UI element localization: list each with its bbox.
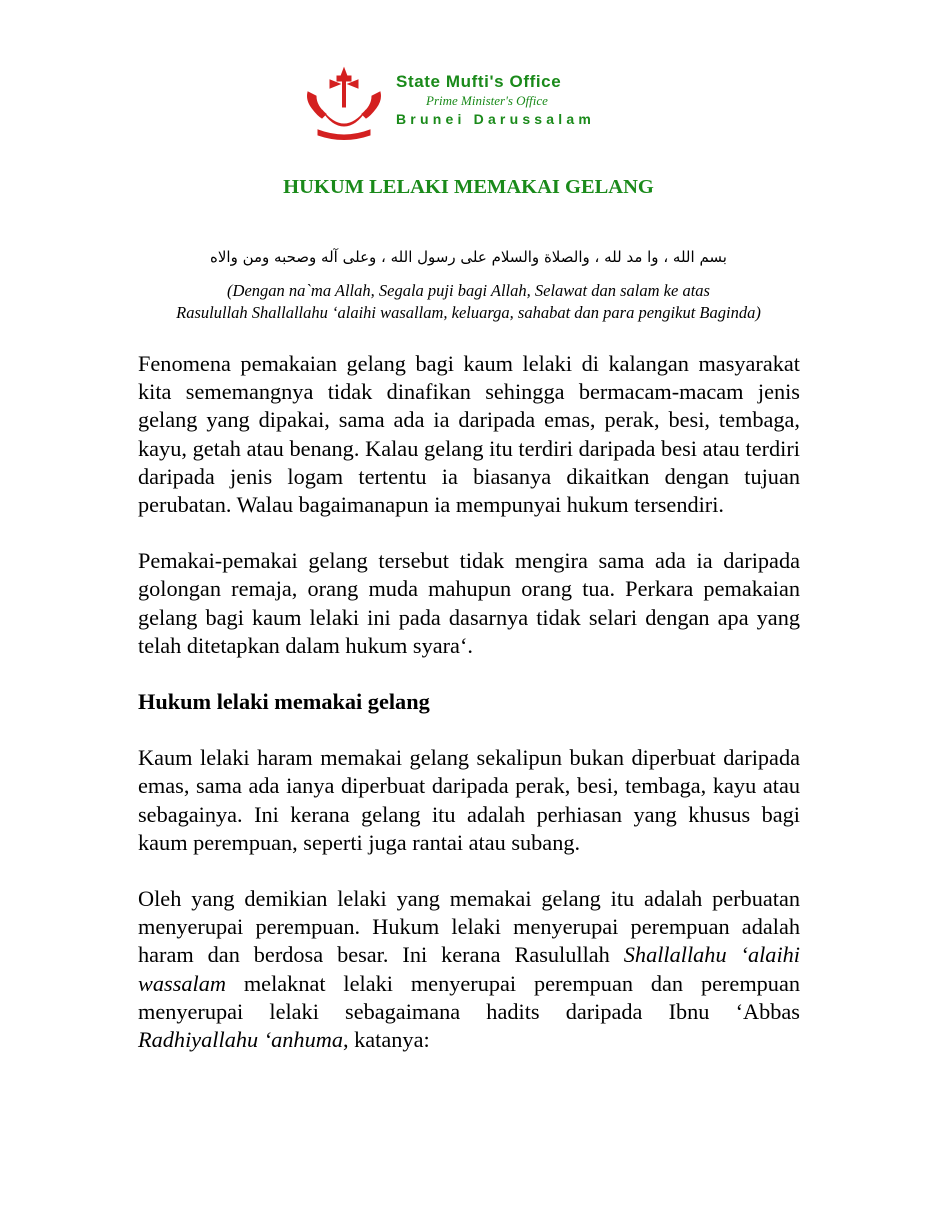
paragraph-4 xyxy=(138,885,800,1054)
translation-line-2: Rasulullah Shallallahu ‘alaihi wasallam, keluarga, sahabat dan para pengikut Baginda) xyxy=(176,303,761,322)
paragraph-3: Kaum lelaki haram memakai gelang sekalipun bukan diperbuat daripada emas, sama ada ianya diperbuat daripada perak, besi, tembaga, kayu atau sebagainya. Ini kerana gelang itu adalah perhiasan yang khusus bagi kaum perempuan, seperti juga rantai atau subang. xyxy=(138,745,800,855)
office-name: State Mufti's Office xyxy=(396,72,562,91)
ministry-name: Prime Minister's Office xyxy=(426,93,548,108)
country-name: Brunei Darussalam xyxy=(396,111,596,127)
body-content xyxy=(138,350,800,1082)
paragraph-4-italic-2: Radhiyallahu ‘anhuma xyxy=(138,1027,343,1053)
paragraph-4-part-1: Oleh yang demikian lelaki yang memakai gelang itu adalah perbuatan menyerupai perempuan. Hukum lelaki menyerupai perempuan adalah haram dan berdosa besar. Ini kerana Rasulullah xyxy=(138,886,800,968)
arabic-opening: بسم الله ، وا مد لله ، والصلاة والسلام على رسول الله ، وعلى آله وصحبه ومن والاه xyxy=(210,248,727,266)
opening-translation xyxy=(120,280,817,324)
translation-line-1: (Dengan na`ma Allah, Segala puji bagi Allah, Selawat dan salam ke atas xyxy=(227,281,710,300)
section-heading: Hukum lelaki memakai gelang xyxy=(138,689,430,715)
letterhead xyxy=(300,66,640,142)
paragraph-4-part-2: melaknat lelaki menyerupai perempuan dan perempuan menyerupai lelaki sebagaimana hadits daripada Ibnu ‘Abbas xyxy=(138,970,800,1024)
letterhead-text xyxy=(396,72,595,127)
page-title: HUKUM LELAKI MEMAKAI GELANG xyxy=(283,176,654,198)
paragraph-1: Fenomena pemakaian gelang bagi kaum lelaki di kalangan masyarakat kita sememangnya tidak dinafikan sehingga bermacam-macam jenis gelang yang dipakai, sama ada ia daripada emas, perak, besi, tembaga, kayu, getah atau benang. Kalau gelang itu terdiri daripada besi atau terdiri daripada jenis logam tertentu ia biasanya dikaitkan dengan tujuan perubatan. Walau bagaimanapun ia mempunyai hukum tersendiri. xyxy=(138,351,800,518)
paragraph-4-italic-1: Shallallahu ‘alaihi wassalam xyxy=(138,942,800,996)
paragraph-2: Pemakai-pemakai gelang tersebut tidak mengira sama ada ia daripada golongan remaja, orang muda mahupun orang tua. Perkara pemakaian gelang bagi kaum lelaki ini pada dasarnya tidak selari dengan apa yang telah ditetapkan dalam hukum syara‘. xyxy=(138,548,800,658)
brunei-crest-icon xyxy=(304,66,384,140)
paragraph-4-part-3: , katanya: xyxy=(342,1027,430,1053)
